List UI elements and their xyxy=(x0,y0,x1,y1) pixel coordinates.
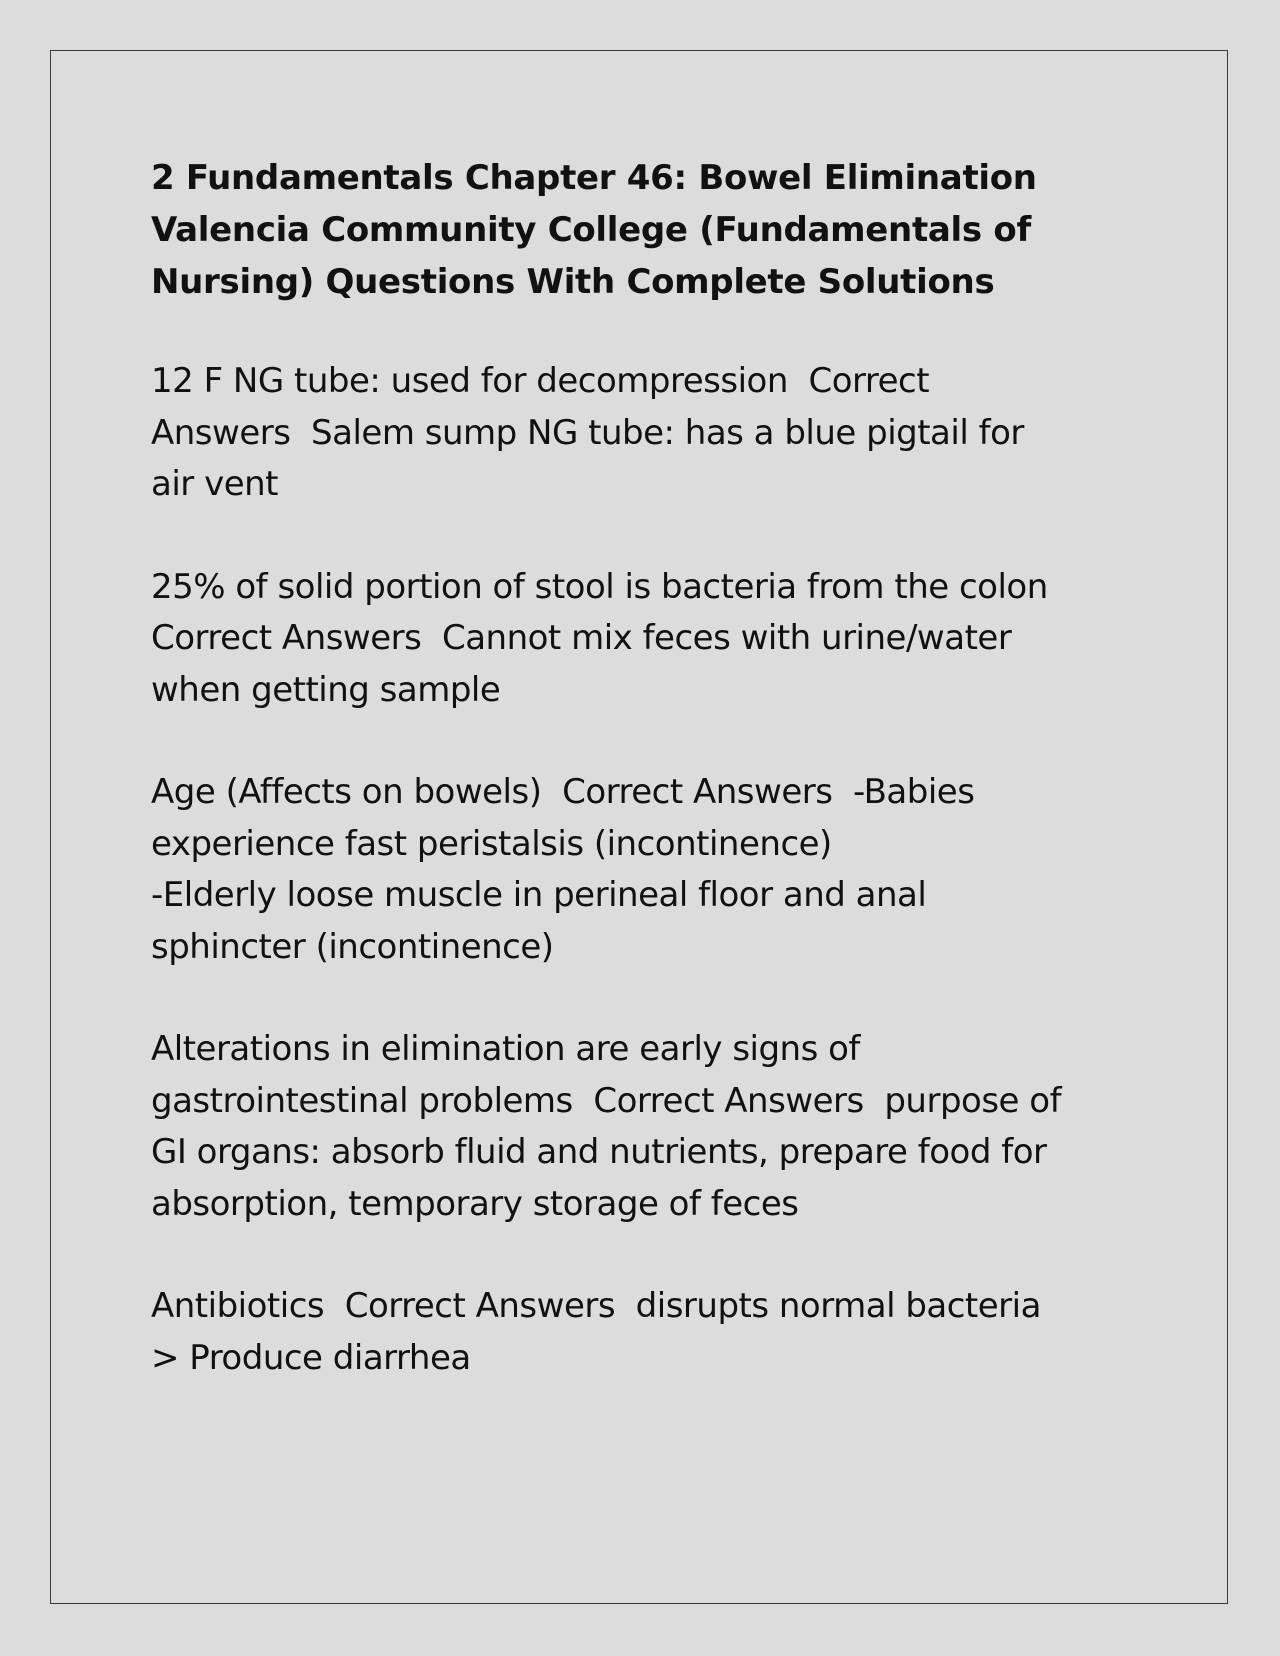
qa-line: absorption, temporary storage of feces xyxy=(151,1183,799,1224)
document-title xyxy=(151,152,1136,308)
qa-line: > Produce diarrhea xyxy=(151,1337,471,1378)
qa-item-ng-tube xyxy=(151,356,1136,511)
qa-line: gastrointestinal problems Correct Answers purpose of xyxy=(151,1080,1062,1121)
qa-line: Answers Salem sump NG tube: has a blue pigtail for xyxy=(151,412,1024,453)
qa-line: -Elderly loose muscle in perineal floor and anal xyxy=(151,875,927,915)
qa-line: air vent xyxy=(151,464,278,504)
qa-line: Age (Affects on bowels) Correct Answers -Babies xyxy=(151,772,975,812)
qa-line: sphincter (incontinence) xyxy=(151,926,554,967)
qa-line: Antibiotics Correct Answers disrupts normal bacteria xyxy=(151,1286,1041,1326)
document-content xyxy=(151,152,1136,1435)
title-line: 2 Fundamentals Chapter 46: Bowel Elimination xyxy=(151,158,1037,198)
qa-line: Alterations in elimination are early signs of xyxy=(151,1029,860,1069)
qa-item-antibiotics xyxy=(151,1281,1136,1384)
qa-line: 25% of solid portion of stool is bacteria from the colon xyxy=(151,566,1048,607)
qa-line: Correct Answers Cannot mix feces with urine/water xyxy=(151,618,1012,658)
qa-item-age xyxy=(151,767,1136,973)
qa-line: 12 F NG tube: used for decompression Correct xyxy=(151,361,930,401)
qa-item-alterations xyxy=(151,1024,1136,1230)
qa-line: when getting sample xyxy=(151,669,501,710)
title-line: Nursing) Questions With Complete Solutions xyxy=(151,262,995,302)
title-line: Valencia Community College (Fundamentals of xyxy=(151,210,1031,250)
qa-line: experience fast peristalsis (incontinence) xyxy=(151,823,832,864)
qa-line: GI organs: absorb fluid and nutrients, prepare food for xyxy=(151,1132,1047,1172)
qa-item-stool-bacteria xyxy=(151,562,1136,717)
